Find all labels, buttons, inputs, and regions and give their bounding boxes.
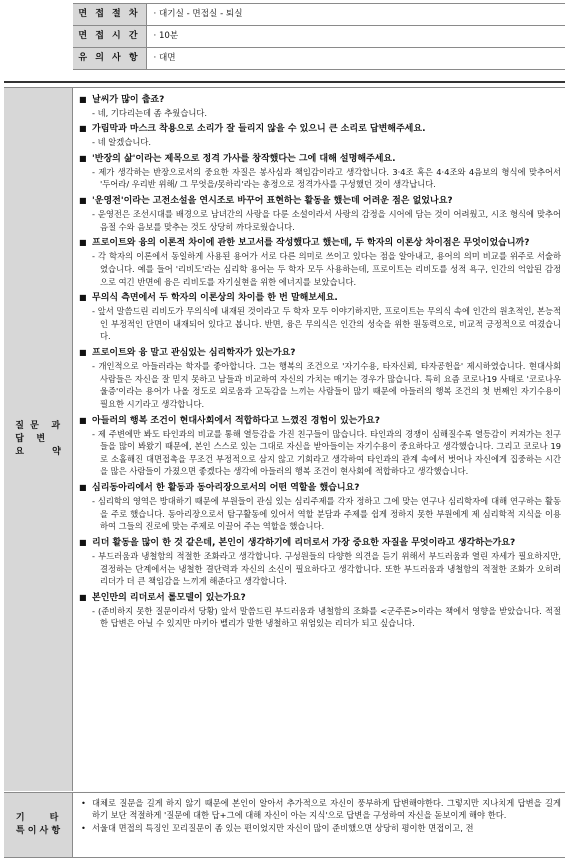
answer: - 네 알겠습니다. [92, 137, 151, 148]
answer: - 부드러움과 냉철함의 적절한 조화라고 생각합니다. 구성원들의 다양한 의견을 듣기 위해서 부드러움과 열린 자세가 필요하지만, 결정하는 단계에서는 냉철한 결단력과 자신의 소신이 필요하다고 생각합니다. 또한 부드러움과 냉철함의 적절한 조화가 오히려 리더가 더 큰 책임감을 느끼게 해준다고 생각합니다. [92, 550, 561, 587]
info-value: · 대기실 - 면접실 - 퇴실 [146, 4, 565, 26]
qa-section-label [4, 88, 73, 791]
etc-item: • 서울대 면접의 특징인 꼬리질문이 좀 있는 편이었지만 자신이 많이 준비했으면 상당히 평이한 면접이고, 전 [79, 822, 561, 834]
qa-item [79, 592, 561, 630]
qa-section [4, 87, 565, 791]
info-label: 유 의 사 항 [73, 48, 146, 70]
etc-item: • 대체로 질문을 길게 하지 않기 때문에 본인이 알아서 추가적으로 자신이 풍부하게 답변해야한다. 그렇지만 지나치게 답변을 길게 하기 보단 적절하게 '질문에 대한 답+그에 대해 자신이 아는 지식'으로 답변을 구성하여 자신을 돋보이게 해야 한다. [79, 797, 561, 822]
label-line: 기 타 [15, 812, 59, 823]
qa-item [79, 292, 561, 343]
answer: - 심리학의 영역은 방대하기 때문에 부원들이 관심 있는 심리주제를 각자 정하고 그에 맞는 연구나 심리학자에 대해 연구하는 활동을 주로 했습니다. 동아리장으로서 탐구활동에 있어서 역할 분담과 주제를 쉽게 정하지 못한 부원에게 제 심리학적 지식을 이용하여 그들의 진로에 맞는 주제로 이끌어 주는 역할을 했습니다. [92, 496, 561, 532]
question: ■ 무의식 측면에서 두 학자의 이론상의 차이를 한 번 말해보세요. [79, 292, 561, 305]
info-row-notes [73, 48, 565, 70]
question: ■ '반장의 삶'이라는 제목으로 정격 가사를 창작했다는 그에 대해 설명해주세요. [79, 153, 561, 166]
question: ■ 프로이트와 융의 이론적 차이에 관한 보고서를 작성했다고 했는데, 두 학자의 이론상 차이점은 무엇이었습니까? [79, 237, 561, 250]
question: ■ 리더 활동을 많이 한 것 같은데, 본인이 생각하기에 리더로서 가장 중요한 자질을 무엇이라고 생각하는가요? [79, 537, 561, 550]
etc-section [4, 792, 565, 858]
qa-item [79, 195, 561, 233]
answer: - 앞서 말씀드린 리비도가 무의식에 내재된 것이라고 두 학자 모두 이야기하지만, 프로이트는 무의식 속에 인간의 원초적인, 본능적인 부정적인 단면이 내재되어 있다고 봅니다. 반면, 융은 무의식은 인간의 성숙을 위한 원동력으로, 비교적 긍정적으로 여겼습니다. [92, 306, 561, 342]
label-line: 요 약 [15, 447, 61, 458]
label-line: 특 이 사 항 [15, 826, 61, 836]
answer: - (준비하지 못한 질문이라서 당황) 앞서 말씀드린 부드러움과 냉철함의 조화를 <군주론>이라는 책에서 영향을 받았습니다. 적절한 답변은 아닐 수 있지만 마키아 벨리가 말한 냉철하고 위엄있는 리더가 되고 싶습니다. [92, 605, 561, 629]
qa-item [79, 537, 561, 588]
interview-info-table [73, 3, 565, 70]
question: ■ 날씨가 많이 춥죠? [79, 94, 561, 107]
qa-item [79, 347, 561, 410]
question: ■ 본인만의 리더로서 롤모델이 있는가요? [79, 592, 561, 605]
info-row-procedure [73, 4, 565, 26]
question: ■ 프로이트와 융 말고 관심있는 심리학자가 있는가요? [79, 347, 561, 360]
qa-item [79, 415, 561, 478]
answer: - 개인적으로 아들러라는 학자를 좋아합니다. 그는 행복의 조건으로 '자기수용, 타자신뢰, 타자공헌을' 제시하였습니다. 현대사회 사람들은 자신을 잘 믿지 못하고 남들과 비교하여 자신의 가치는 매기는 경우가 많습니다. 특히 요즘 코로나19 사태로 '코로나우울증'이라는 용어가 나올 정도로 외로움과 고독감을 느끼는 사람들이 많기 때문에 아들러의 행복 조건의 첫 번째인 자기수용이 필요한 시기라고 생각합니다. [92, 361, 561, 409]
info-label: 면 접 시 간 [73, 26, 146, 48]
question: ■ '운영전'이라는 고전소설을 연시조로 바꾸어 표현하는 활동을 했는데 어려운 점은 없었나요? [79, 195, 561, 208]
info-value: · 10분 [146, 26, 565, 48]
question: ■ 가림막과 마스크 착용으로 소리가 잘 들리지 않을 수 있으니 큰 소리로 답변해주세요. [79, 123, 561, 136]
answer: - 운영전은 조선시대를 배경으로 남녀간의 사랑을 다룬 소설이라서 사랑의 감정을 시어에 담는 것이 어려웠고, 시조 형식에 맞추어 음절 수와 음보를 맞추는 것도 상당히 까다로웠습니다. [92, 209, 561, 232]
info-value: · 대면 [146, 48, 565, 70]
section-divider [4, 81, 565, 83]
answer: - 제 주변에만 봐도 타인과의 비교를 통해 열등감을 가진 친구들이 많습니다. 타인과의 경쟁이 심해질수록 열등감이 커져가는 친구들을 많이 봐왔기 때문에, 본인 스스로 있는 그대로 자신을 받아들이는 자기수용이 중요하다고 생각했습니다. 그리고 코로나 19로 소홀해진 대면접촉을 무조건 부정적으로 삼지 않고 기회라고 생각하여 타인과의 관계 속에서 벗어나 자신에게 집중하는 시간을 많은 사람들이 가졌으면 좋겠다는 생각에 아들러의 행복 조건이 현사회에 적합하다고 생각했습니다. [92, 428, 561, 477]
answer: - 네, 기다리는데 좀 추웠습니다. [92, 107, 207, 118]
qa-list [79, 91, 561, 634]
info-row-duration [73, 26, 565, 48]
label-line: 질 문 과 [15, 420, 61, 431]
qa-item [79, 153, 561, 191]
qa-item [79, 94, 561, 120]
qa-item [79, 237, 561, 288]
etc-section-label [4, 793, 73, 857]
question: ■ 심리동아리에서 한 활동과 동아리장으로서의 어떤 역할을 했습니요? [79, 482, 561, 495]
qa-item [79, 123, 561, 149]
answer: - 각 학자의 이론에서 동일하게 사용된 용어가 서로 다른 의미로 쓰이고 있다는 점을 알아내고, 용어의 의미 비교를 위주로 서술하였습니다. 예를 들어 '리비도'라는 심리학 용어는 두 학자 모두 사용하는데, 프로이트는 리비도를 성적 욕구, 인간의 억압된 감정으로 여긴 반면에 융은 리비도를 자기실현을 위한 에너지를 보았습니다. [92, 251, 561, 287]
label-line: 답 변 [15, 433, 46, 444]
question: ■ 아들러의 행복 조건이 현대사회에서 적합하다고 느꼈진 경험이 있는가요? [79, 415, 561, 428]
answer: - 제가 생각하는 반장으로서의 중요한 자질은 봉사심과 책임감이라고 생각합니다. 3·4조 혹은 4·4조와 4음보의 형식에 맞추어서 '두어라/ 우리반 위해/ 그 무엇을/못하리'라는 총정으로 정격가사를 구성했던 것이 생각납니다. [92, 166, 561, 190]
info-label: 면 접 절 차 [73, 4, 146, 26]
interview-report [4, 3, 565, 858]
qa-item [79, 482, 561, 533]
etc-list [79, 797, 561, 834]
